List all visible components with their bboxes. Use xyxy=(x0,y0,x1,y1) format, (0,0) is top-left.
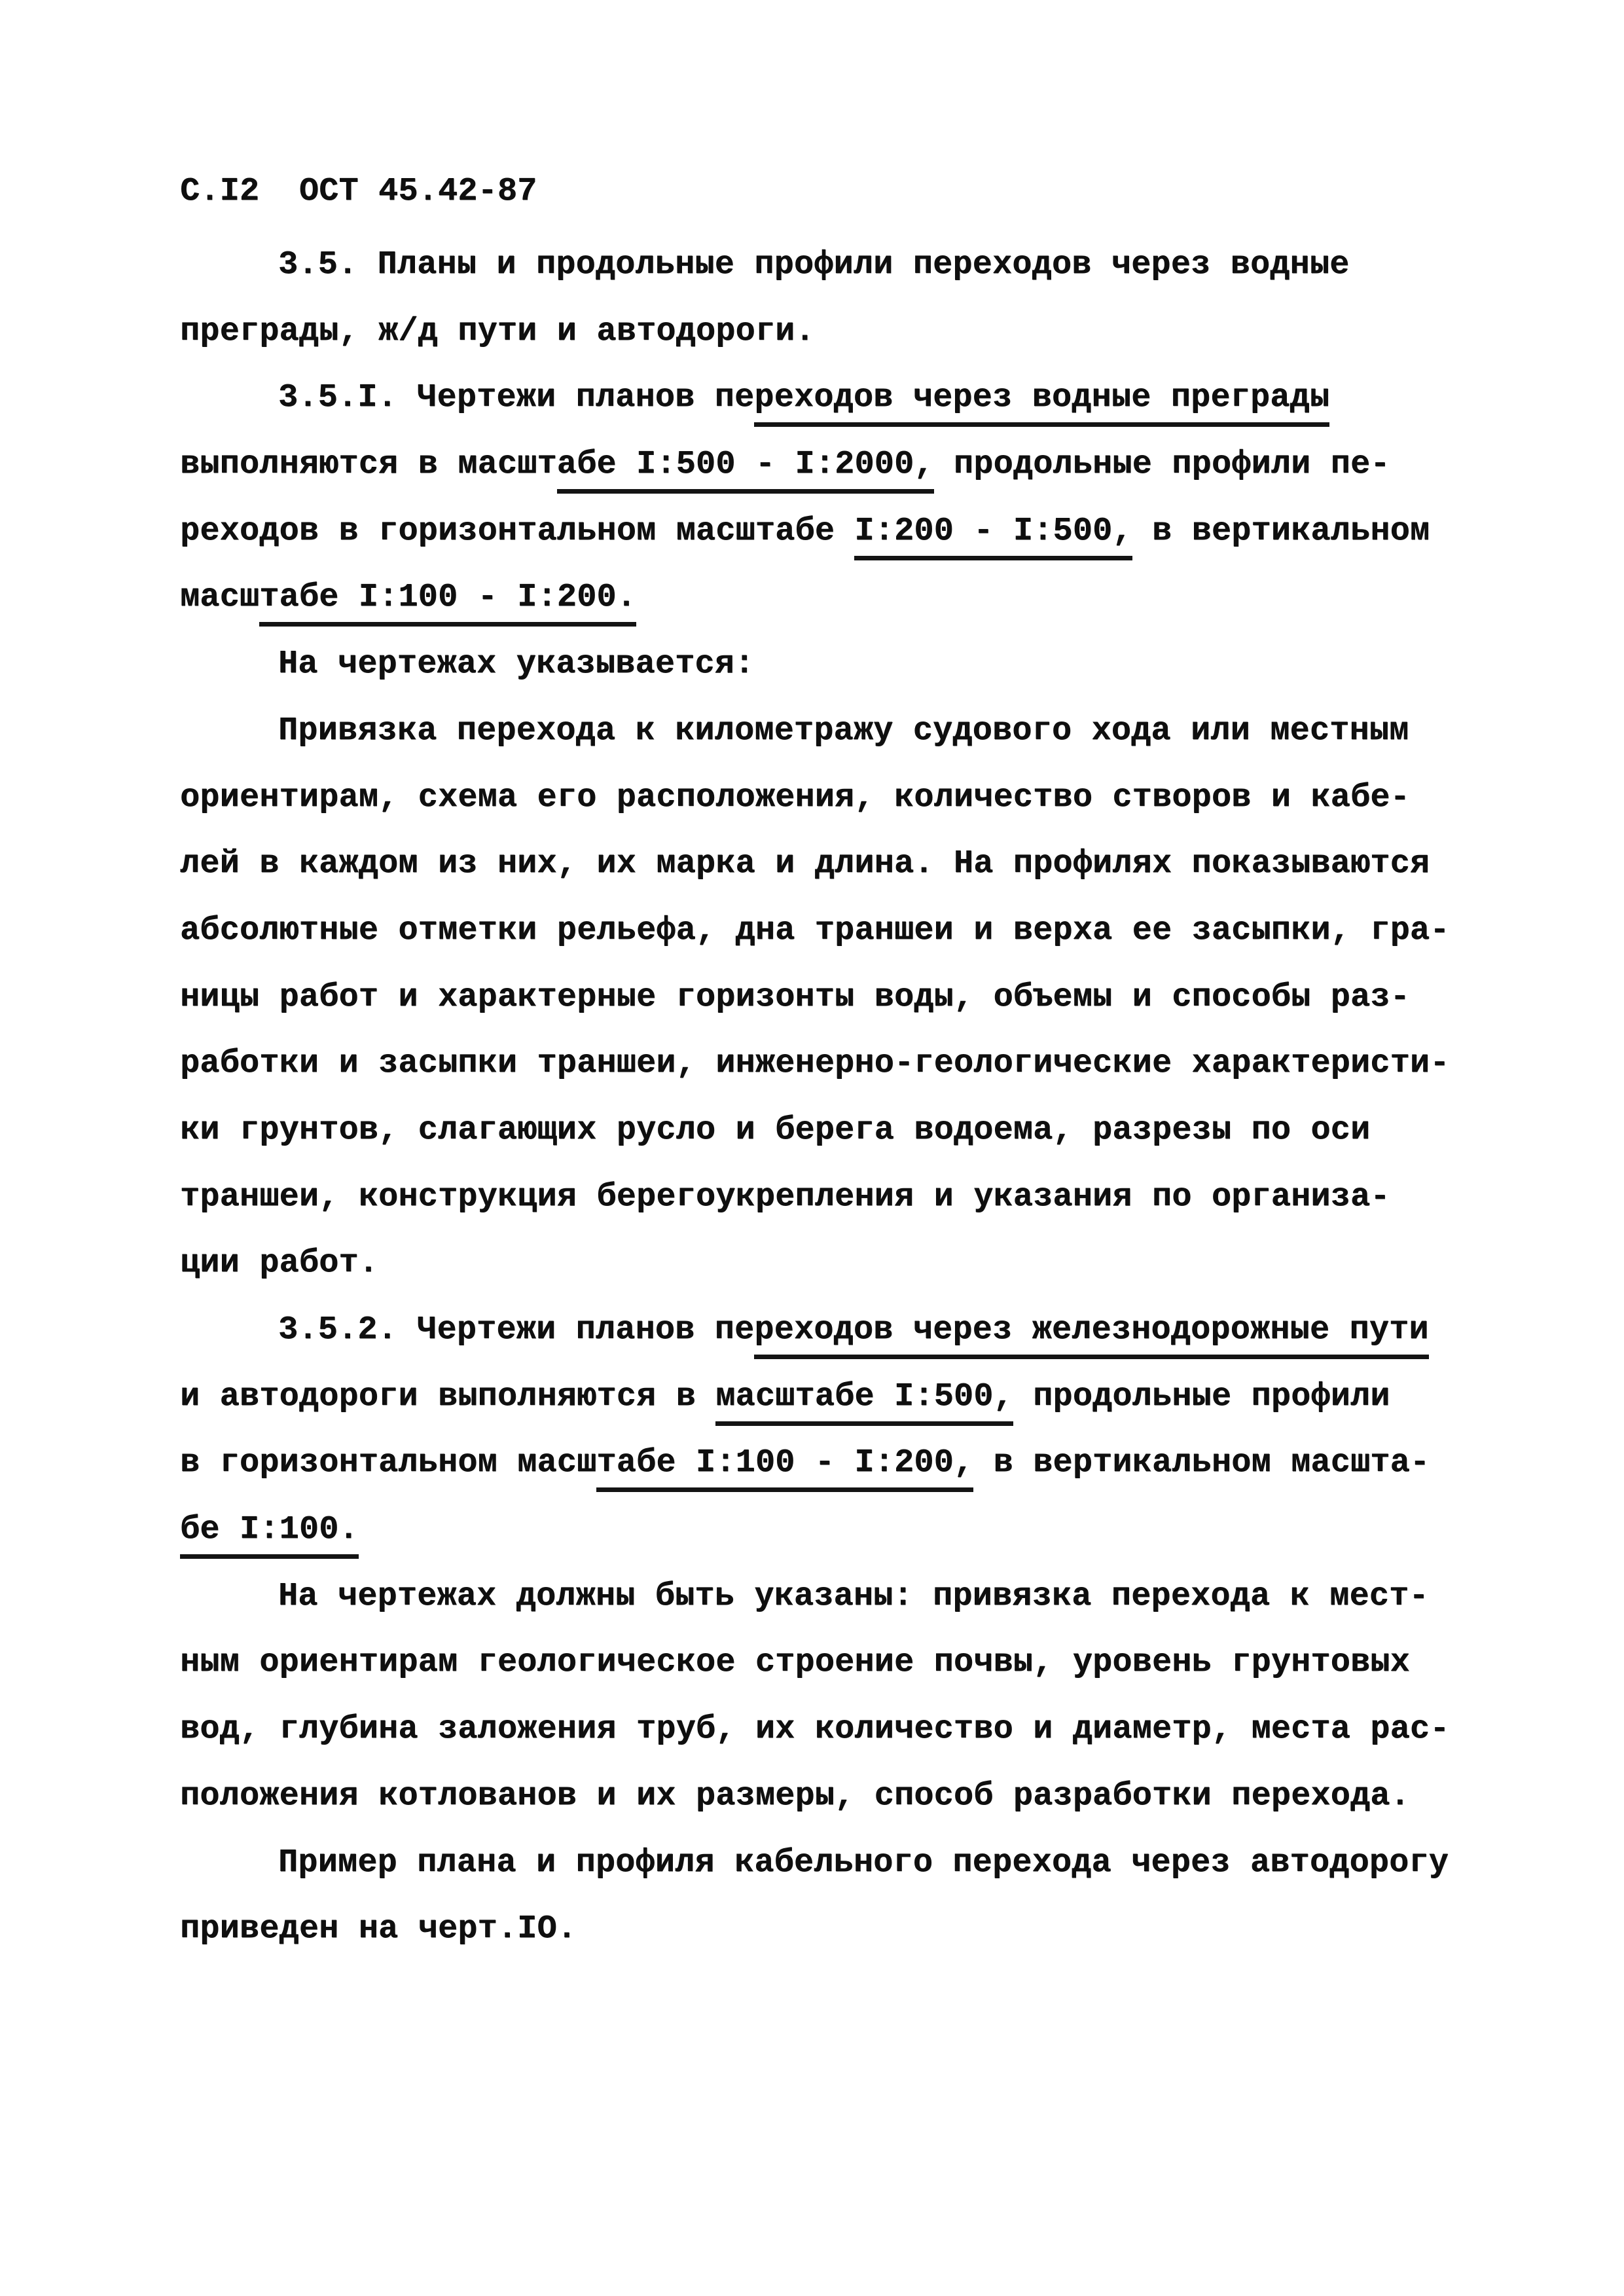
text-segment: вод, глубина заложения труб, их количество и диаметр, места рас- xyxy=(180,1711,1450,1749)
text-line xyxy=(180,1297,1450,1364)
text-segment: На чертежах указывается: xyxy=(278,646,755,683)
document-body xyxy=(180,232,1450,1963)
text-segment: выполняются в масшт xyxy=(180,446,557,484)
text-segment: абсолютные отметки рельефа, дна траншеи и верха ее засыпки, гра- xyxy=(180,911,1450,949)
text-segment: 3.5.I. Чертежи планов пе xyxy=(278,379,755,417)
text-line xyxy=(180,765,1450,831)
text-line xyxy=(180,1164,1450,1231)
underlined-text: табе I:100 - I:200. xyxy=(259,579,636,627)
text-segment: преграды, ж/д пути и автодороги. xyxy=(180,312,815,350)
text-segment: траншеи, конструкция берегоукрепления и указания по организа- xyxy=(180,1178,1390,1216)
text-line xyxy=(180,1696,1450,1763)
text-segment: в вертикальном xyxy=(1132,512,1430,550)
text-line xyxy=(180,898,1450,964)
text-line xyxy=(180,564,1450,631)
text-segment: ницы работ и характерные горизонты воды, объемы и способы раз- xyxy=(180,978,1410,1016)
text-segment: лей в каждом из них, их марка и длина. На профилях показываются xyxy=(180,845,1430,883)
underlined-text: I:200 - I:500, xyxy=(854,513,1132,560)
text-line xyxy=(180,1830,1450,1897)
text-line xyxy=(180,1030,1450,1097)
text-segment: в вертикальном масшта- xyxy=(973,1444,1430,1482)
text-segment: работки и засыпки траншеи, инженерно-геологические характеристи- xyxy=(180,1045,1450,1083)
text-segment: 3.5. Планы и продольные профили переходов через водные xyxy=(278,246,1350,283)
text-line xyxy=(180,1430,1450,1497)
text-segment: приведен на черт.IО. xyxy=(180,1910,577,1948)
text-segment: ориентирам, схема его расположения, количество створов и кабе- xyxy=(180,778,1410,816)
text-segment: масш xyxy=(180,579,260,617)
text-line xyxy=(180,1097,1450,1164)
text-segment: На чертежах должны быть указаны: привязка перехода к мест- xyxy=(278,1577,1429,1615)
underlined-text: табе I:100 - I:200, xyxy=(596,1444,973,1492)
text-line xyxy=(180,1630,1450,1696)
text-line xyxy=(180,698,1450,765)
underlined-text: реходов через водные преграды xyxy=(754,379,1329,427)
text-line xyxy=(180,498,1450,565)
text-segment: продольные профили пе- xyxy=(933,446,1390,484)
text-segment: продольные профили xyxy=(1013,1377,1390,1415)
text-line xyxy=(180,232,1450,299)
text-line xyxy=(180,1230,1450,1297)
text-line xyxy=(180,964,1450,1031)
text-line xyxy=(180,831,1450,898)
underlined-text: реходов через железнодорожные пути xyxy=(754,1311,1428,1359)
text-line xyxy=(180,299,1450,365)
text-segment: реходов в горизонтальном масштабе xyxy=(180,512,855,550)
underlined-text: масштабе I:500, xyxy=(715,1378,1013,1426)
text-line xyxy=(180,1896,1450,1963)
page-header: С.I2 ОСТ 45.42-87 xyxy=(180,173,537,210)
text-segment: ным ориентирам геологическое строение почвы, уровень грунтовых xyxy=(180,1644,1410,1682)
underlined-text: бе I:100. xyxy=(180,1511,359,1559)
text-line xyxy=(180,431,1450,498)
text-segment: Привязка перехода к километражу судового хода или местным xyxy=(278,712,1409,750)
text-line xyxy=(180,1364,1450,1430)
text-segment: 3.5.2. Чертежи планов пе xyxy=(278,1311,755,1349)
text-line xyxy=(180,1497,1450,1563)
text-line xyxy=(180,631,1450,698)
text-line xyxy=(180,1563,1450,1630)
text-segment: Пример плана и профиля кабельного перехода через автодорогу xyxy=(278,1844,1449,1882)
text-segment: ции работ. xyxy=(180,1245,379,1283)
text-segment: ки грунтов, слагающих русло и берега водоема, разрезы по оси xyxy=(180,1111,1371,1149)
text-segment: положения котлованов и их размеры, способ разработки перехода. xyxy=(180,1777,1410,1815)
text-segment: и автодороги выполняются в xyxy=(180,1377,716,1415)
text-segment: в горизонтальном масш xyxy=(180,1444,597,1482)
text-line xyxy=(180,365,1450,431)
text-line xyxy=(180,1763,1450,1830)
underlined-text: абе I:500 - I:2000, xyxy=(557,446,934,494)
